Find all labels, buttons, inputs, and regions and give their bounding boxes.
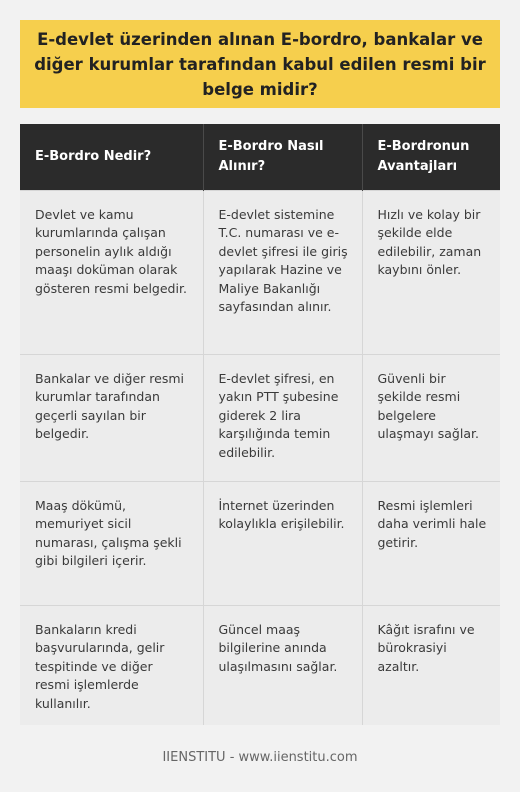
table-row — [20, 605, 500, 725]
table-row — [20, 481, 500, 605]
title-banner — [20, 20, 500, 108]
table-cell: Devlet ve kamu kurumlarında çalışan personelin aylık aldığı maaşı doküman olarak gösteren resmi belgedir. — [20, 190, 203, 354]
table-header-row — [20, 124, 500, 190]
table-cell: Bankaların kredi başvurularında, gelir tespitinde ve diğer resmi işlemlerde kullanılır. — [20, 605, 203, 725]
table-cell: Bankalar ve diğer resmi kurumlar tarafından geçerli sayılan bir belgedir. — [20, 354, 203, 481]
table-cell: E-devlet sistemine T.C. numarası ve e-devlet şifresi ile giriş yapılarak Hazine ve Maliye Bakanlığı sayfasından alınır. — [203, 190, 362, 354]
table-row — [20, 190, 500, 354]
info-table — [20, 124, 500, 725]
table-cell: Güncel maaş bilgilerine anında ulaşılmasını sağlar. — [203, 605, 362, 725]
table-cell: Hızlı ve kolay bir şekilde elde edilebilir, zaman kaybını önler. — [362, 190, 500, 354]
table-cell: Maaş dökümü, memuriyet sicil numarası, çalışma şekli gibi bilgileri içerir. — [20, 481, 203, 605]
table-cell: Resmi işlemleri daha verimli hale getirir. — [362, 481, 500, 605]
column-header-what-is: E-Bordro Nedir? — [20, 124, 203, 190]
table-cell: Kâğıt israfını ve bürokrasiyi azaltır. — [362, 605, 500, 725]
table-row — [20, 354, 500, 481]
column-header-advantages: E-Bordronun Avantajları — [362, 124, 500, 190]
table-cell: İnternet üzerinden kolaylıkla erişilebilir. — [203, 481, 362, 605]
table-cell: Güvenli bir şekilde resmi belgelere ulaşmayı sağlar. — [362, 354, 500, 481]
column-header-how-to-get: E-Bordro Nasıl Alınır? — [203, 124, 362, 190]
page-title: E-devlet üzerinden alınan E-bordro, bankalar ve diğer kurumlar tarafından kabul edilen resmi bir belge midir? — [34, 29, 486, 99]
table-cell: E-devlet şifresi, en yakın PTT şubesine giderek 2 lira karşılığında temin edilebilir. — [203, 354, 362, 481]
footer-credit: IIENSTITU - www.iienstitu.com — [162, 750, 358, 765]
